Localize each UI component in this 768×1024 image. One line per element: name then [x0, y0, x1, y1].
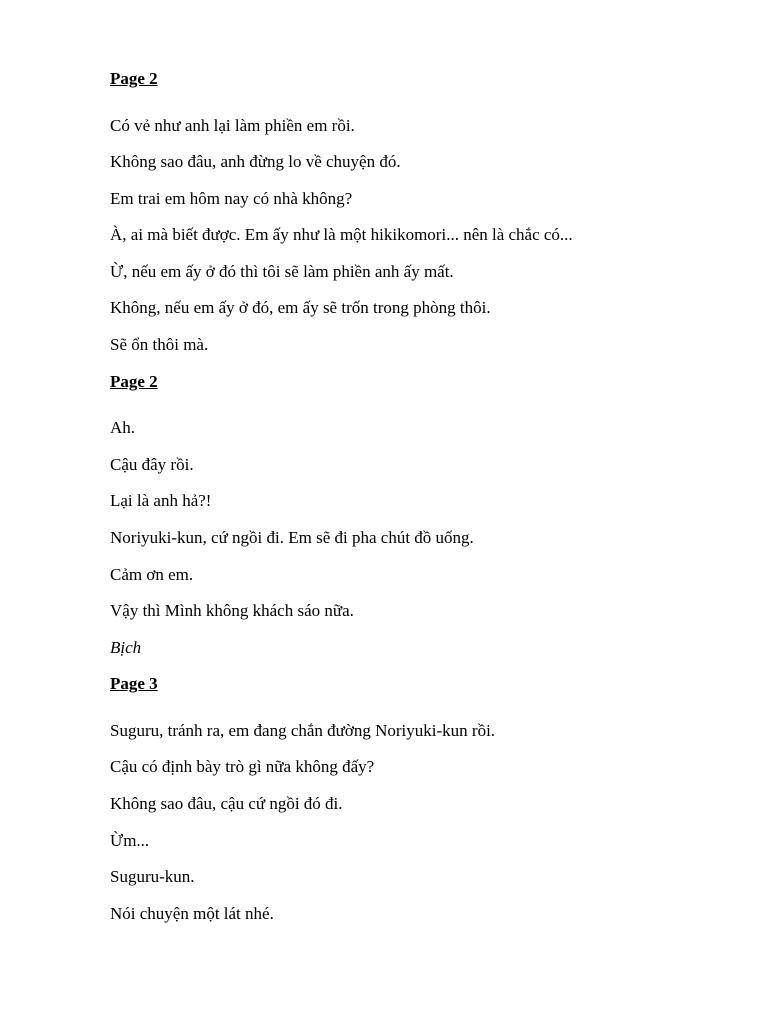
dialogue-line: Suguru, tránh ra, em đang chắn đường Noriyuki-kun rồi. [110, 720, 496, 740]
dialogue-line: À, ai mà biết được. Em ấy như là một hikikomori... nên là chắc có... [110, 225, 573, 245]
section-heading: Page 2 [110, 69, 158, 88]
dialogue-line: Vậy thì Mình không khách sáo nữa. [110, 601, 354, 621]
section-heading: Page 2 [110, 371, 158, 391]
section-page-2-a [110, 66, 730, 358]
dialogue-line: Cảm ơn em. [110, 564, 194, 584]
dialogue-line: Có vẻ như anh lại làm phiền em rồi. [110, 115, 355, 135]
dialogue-line: Noriyuki-kun, cứ ngồi đi. Em sẽ đi pha chút đồ uống. [110, 527, 474, 547]
document-page [110, 66, 730, 937]
section-page-3 [110, 671, 730, 926]
dialogue-line: Không sao đâu, cậu cứ ngồi đó đi. [110, 794, 343, 813]
dialogue-line: Cậu có định bày trò gì nữa không đấy? [110, 757, 375, 777]
dialogue-line: Ah. [110, 418, 136, 438]
dialogue-line: Nói chuyện một lát nhé. [110, 903, 274, 923]
dialogue-line: Suguru-kun. [110, 867, 195, 887]
sound-effect-line: Bịch [110, 637, 142, 657]
dialogue-line: Không sao đâu, anh đừng lo về chuyện đó. [110, 152, 401, 172]
dialogue-line: Ừ, nếu em ấy ở đó thì tôi sẽ làm phiền anh ấy mất. [110, 261, 454, 281]
dialogue-line: Không, nếu em ấy ở đó, em ấy sẽ trốn trong phòng thôi. [110, 298, 491, 318]
dialogue-line: Cậu đây rồi. [110, 454, 194, 474]
section-heading: Page 3 [110, 674, 158, 694]
dialogue-line: Ừm... [110, 830, 150, 850]
dialogue-line: Em trai em hôm nay có nhà không? [110, 188, 353, 208]
section-page-2-b [110, 369, 730, 661]
dialogue-line: Lại là anh hả?! [110, 491, 212, 511]
dialogue-line: Sẽ ổn thôi mà. [110, 335, 209, 355]
